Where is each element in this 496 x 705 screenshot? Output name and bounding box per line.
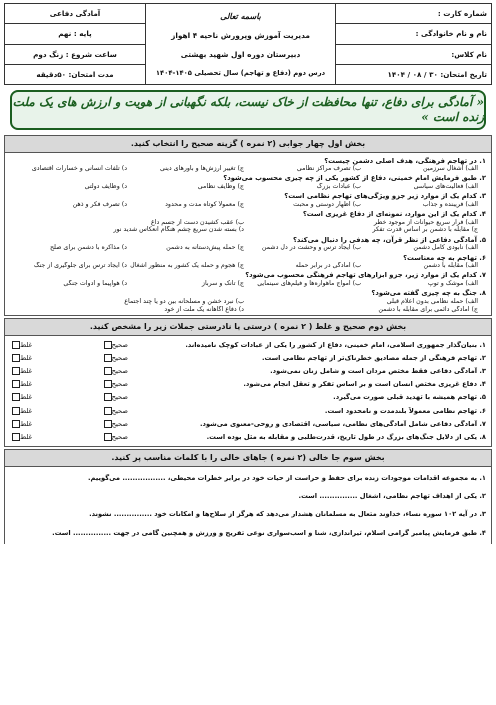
mc-question: ۱. در تهاجم فرهنگی، هدف اصلی دشمن چیست؟: [324, 156, 486, 165]
true-option[interactable]: [102, 407, 128, 415]
tf-options: [10, 341, 128, 349]
tf-options: [10, 367, 128, 375]
exam-duration: مدت امتحان: ۵۰دقیقه: [36, 69, 114, 79]
true-label: صحیح: [111, 406, 128, 415]
true-label: صحیح: [111, 419, 128, 428]
exam-page: [4, 3, 492, 699]
mc-question: ۸. جنگ به چه چیزی گفته می‌شود؟: [371, 289, 486, 298]
true-label: صحیح: [111, 432, 128, 441]
mc-option[interactable]: د) بسته شدن سریع چشم هنگام انعکاس شدید نور: [113, 226, 244, 234]
false-checkbox[interactable]: [12, 407, 20, 415]
false-checkbox[interactable]: [12, 367, 20, 375]
tf-row: [10, 404, 486, 417]
true-option[interactable]: [102, 433, 128, 441]
tf-statement: ۷. آمادگی دفاعی شامل آمادگی‌های نظامی، سیاسی، اقتصادی و روحی-معنوی می‌شود.: [200, 419, 486, 428]
section1-title: بخش اول چهار جوابی (۲ نمره ) گزینه صحیح را انتخاب کنید.: [4, 135, 492, 153]
true-checkbox[interactable]: [104, 367, 112, 375]
mc-option[interactable]: ج) آمادگی دائمی برای مقابله با دشمن: [378, 305, 478, 313]
tf-statement: ۶. تهاجم نظامی معمولاً بلندمدت و نامحدود است.: [324, 406, 486, 415]
false-label: غلط: [20, 432, 33, 441]
false-option[interactable]: [10, 380, 32, 388]
section1-body: [4, 153, 492, 316]
mc-question: ۲. طبق فرمایش امام خمینی، دفاع از کشور یکی از چه چیزی محسوب می‌شود؟: [223, 174, 486, 183]
mc-question: ۵. آمادگی دفاعی از نظر قرآن، چه هدفی را دنبال می‌کند؟: [292, 235, 486, 244]
false-option[interactable]: [10, 407, 32, 415]
false-label: غلط: [20, 393, 33, 402]
mc-options: [10, 244, 486, 252]
true-label: صحیح: [111, 340, 128, 349]
fill-blank-item: ۳. در آیه ۱۰۲ سوره نساء، خداوند متعال به مسلمانان هشدار می‌دهد که هرگز از سلاح‌ها و امکانات خود ............... نشوند.: [89, 510, 486, 519]
mc-option[interactable]: د) ایجاد ترس برای جلوگیری از جنگ: [33, 262, 127, 270]
mc-option[interactable]: الف) حمله نظامی بدون اعلام قبلی: [386, 297, 478, 305]
tf-statement: ۳. آمادگی دفاعی فقط مختص مردان است و شامل زنان نمی‌شود.: [270, 367, 486, 376]
true-option[interactable]: [102, 341, 128, 349]
tf-options: [10, 433, 128, 441]
false-label: غلط: [20, 340, 33, 349]
false-label: غلط: [20, 367, 33, 376]
mc-option[interactable]: الف) فعالیت‌های سیاسی: [413, 182, 478, 190]
mc-option[interactable]: الف) فرار سریع حیوانات از موجود خطر: [373, 218, 478, 226]
mc-options: [10, 201, 486, 209]
tf-row: [10, 365, 486, 378]
true-option[interactable]: [102, 420, 128, 428]
true-option[interactable]: [102, 354, 128, 362]
mc-option[interactable]: د) هواپیما و ادوات جنگی: [63, 279, 127, 287]
mc-option[interactable]: الف) مقابله با دشمن: [423, 262, 478, 270]
start-time: ساعت شروع : زنگ دوم: [5, 45, 145, 65]
false-option[interactable]: [10, 420, 32, 428]
true-label: صحیح: [111, 354, 128, 363]
mc-options: [10, 280, 486, 288]
mc-option[interactable]: ب) تصرف مراکز نظامی: [296, 164, 361, 172]
true-checkbox[interactable]: [104, 420, 112, 428]
true-option[interactable]: [102, 380, 128, 388]
true-label: صحیح: [111, 393, 128, 402]
false-option[interactable]: [10, 393, 32, 401]
tf-options: [10, 407, 128, 415]
mc-option[interactable]: ب) عقب کشیدن دست از جسم داغ: [150, 218, 244, 226]
tf-options: [10, 420, 128, 428]
mc-option[interactable]: ج) مقابله با دشمن بر اساس قدرت تفکر: [372, 226, 478, 234]
true-checkbox[interactable]: [104, 341, 112, 349]
false-checkbox[interactable]: [12, 393, 20, 401]
mc-option[interactable]: الف) اشغال سرزمین: [422, 164, 478, 172]
class-name-label: نام کلاس:: [336, 45, 491, 65]
false-label: غلط: [20, 406, 33, 415]
tf-row: [10, 391, 486, 404]
true-label: صحیح: [111, 367, 128, 376]
mc-option[interactable]: ب) اظهار دوستی و محبت: [293, 200, 361, 208]
motto-banner: « آمادگی برای دفاع، تنها محافظت از خاک نیست، بلکه نگهبانی از هویت و ارزش های یک ملت زنده است »: [10, 90, 486, 130]
tf-options: [10, 380, 128, 388]
mc-options: [10, 183, 486, 191]
mc-options: [10, 219, 486, 235]
mc-option[interactable]: الف) نابودی کامل دشمن: [413, 244, 478, 252]
mc-option[interactable]: الف) موشک و توپ: [427, 279, 478, 287]
mc-option[interactable]: ج) حمله پیش‌دستانه به دشمن: [166, 244, 244, 252]
true-checkbox[interactable]: [104, 407, 112, 415]
false-option[interactable]: [10, 367, 32, 375]
tf-options: [10, 393, 128, 401]
fill-blank-item: ۴. طبق فرمایش پیامبر گرامی اسلام، تیراندازی، شنا و اسب‌سواری نوعی تفریح و ورزش و همچنین گامی در جهت ............... است.: [52, 528, 486, 537]
tf-statement: ۲. تهاجم فرهنگی از جمله مصادیق خطرناک‌تر از تهاجم نظامی است.: [261, 354, 486, 363]
tf-row: [10, 338, 486, 351]
mc-option[interactable]: ب) ایجاد ترس و وحشت در دل دشمن: [261, 244, 361, 252]
mc-option[interactable]: ب) عبادات بزرگ: [316, 182, 361, 190]
mc-option[interactable]: ج) تانک و سرباز: [201, 279, 244, 287]
tf-row: [10, 431, 486, 444]
false-checkbox[interactable]: [12, 341, 20, 349]
mc-option[interactable]: د) تلفات انسانی و خسارات اقتصادی: [31, 164, 127, 172]
exam-date: تاریخ امتحان: ۳۰ / ۰۸ / ۱۴۰۴: [387, 69, 487, 79]
mc-question: ۷. کدام یک از موارد زیر، جزو ابزارهای تهاجم فرهنگی محسوب می‌شود؟: [245, 271, 486, 280]
false-option[interactable]: [10, 433, 32, 441]
tf-statement: ۸. یکی از دلایل جنگ‌های بزرگ در طول تاریخ، قدرت‌طلبی و مقابله به مثل بوده است.: [206, 432, 486, 441]
true-label: صحیح: [111, 380, 128, 389]
tf-statement: ۴. دفاع غریزی مختص انسان است و بر اساس تفکر و تعقل انجام می‌شود.: [243, 380, 486, 389]
true-checkbox[interactable]: [104, 380, 112, 388]
mc-option[interactable]: ب) امواج ماهواره‌ها و فیلم‌های سینمایی: [257, 279, 361, 287]
fill-blank-item: ۱. به مجموعه اقدامات موجودات زنده برای حفظ و حراست از حیات خود در برابر خطرات محیطی، ................. می‌گوییم.: [87, 473, 486, 482]
true-option[interactable]: [102, 367, 128, 375]
mc-option[interactable]: ب) آمادگی در برابر حمله: [295, 262, 361, 270]
mc-options: [10, 165, 486, 173]
basmala: باسمه تعالی: [220, 10, 261, 21]
mc-option[interactable]: د) وظایف دولتی: [84, 182, 127, 190]
false-checkbox[interactable]: [12, 354, 20, 362]
exam-header: [4, 3, 492, 85]
mc-option[interactable]: الف) فریبنده و جذاب: [422, 200, 478, 208]
mc-option[interactable]: ج) معمولاً کوتاه مدت و محدود: [165, 200, 244, 208]
card-number-label: شماره کارت :: [336, 4, 491, 24]
header-exam-info: [5, 4, 145, 84]
false-label: غلط: [20, 380, 33, 389]
mc-options: [10, 262, 486, 270]
header-school-info: [145, 4, 336, 84]
false-checkbox[interactable]: [12, 433, 20, 441]
section3-body: [4, 467, 492, 545]
mc-options: [10, 298, 486, 314]
mc-option[interactable]: ج) هجوم و حمله یک کشور به منظور اشغال: [130, 262, 244, 270]
tf-statement: ۱. بنیان‌گذار جمهوری اسلامی، امام خمینی، دفاع از کشور را یکی از عبادات کوچک نامیده‌اند.: [185, 340, 486, 349]
grade-label: پایه : نهم: [5, 24, 145, 44]
mc-option[interactable]: د) دفاع آگاهانه یک ملت از خود: [164, 305, 244, 313]
mc-question: ۳. کدام یک از موارد زیر جزو ویژگی‌های تهاجم نظامی است؟: [284, 192, 486, 201]
subject-name: آمادگی دفاعی: [5, 4, 145, 24]
tf-row: [10, 417, 486, 430]
true-option[interactable]: [102, 393, 128, 401]
lesson-title: درس دوم (دفاع و تهاجم) سال تحصیلی ۱۴۰۵-۱۴۰۴: [155, 68, 326, 77]
false-option[interactable]: [10, 354, 32, 362]
tf-row: [10, 352, 486, 365]
header-student-info: [336, 4, 491, 84]
student-name-label: نام و نام خانوادگی :: [336, 24, 491, 44]
false-option[interactable]: [10, 341, 32, 349]
mc-option[interactable]: د) تصرف فکر و ذهن: [72, 200, 127, 208]
mc-option[interactable]: د) مذاکره با دشمن برای صلح: [49, 244, 127, 252]
mc-option[interactable]: ج) وظایف نظامی: [197, 182, 244, 190]
mc-question: ۶. تهاجم به چه معناست؟: [403, 253, 486, 262]
true-checkbox[interactable]: [104, 354, 112, 362]
mc-option[interactable]: ب) نبرد خشن و مسلحانه بین دو یا چند اجتماع: [124, 297, 244, 305]
false-label: غلط: [20, 354, 33, 363]
school-name: دبیرستان دوره اول شهید بهشتی: [180, 49, 301, 59]
tf-options: [10, 354, 128, 362]
true-checkbox[interactable]: [104, 393, 112, 401]
education-office: مدیریت آموزش وپرورش ناحیه ۴ اهواز: [171, 30, 310, 40]
mc-option[interactable]: ج) تغییر ارزش‌ها و باورهای دینی: [159, 164, 244, 172]
tf-statement: ۵. تهاجم همیشه با تهدید قبلی صورت می‌گیرد.: [333, 393, 486, 402]
false-checkbox[interactable]: [12, 380, 20, 388]
mc-question: ۴. کدام یک از این موارد، نمونه‌ای از دفاع غریزی است؟: [302, 210, 486, 219]
tf-row: [10, 378, 486, 391]
true-checkbox[interactable]: [104, 433, 112, 441]
section2-title: بخش دوم صحیح و غلط ( ۲ نمره ) درستی یا نادرستی جملات زیر را مشخص کنید.: [4, 318, 492, 336]
section2-body: [4, 336, 492, 446]
false-checkbox[interactable]: [12, 420, 20, 428]
fill-blank-item: ۲. یکی از اهداف تهاجم نظامی، اشغال ............... است.: [298, 492, 486, 501]
false-label: غلط: [20, 419, 33, 428]
section3-title: بخش سوم جا خالی (۲ نمره ) جاهای خالی را با کلمات مناسب پر کنید.: [4, 449, 492, 467]
